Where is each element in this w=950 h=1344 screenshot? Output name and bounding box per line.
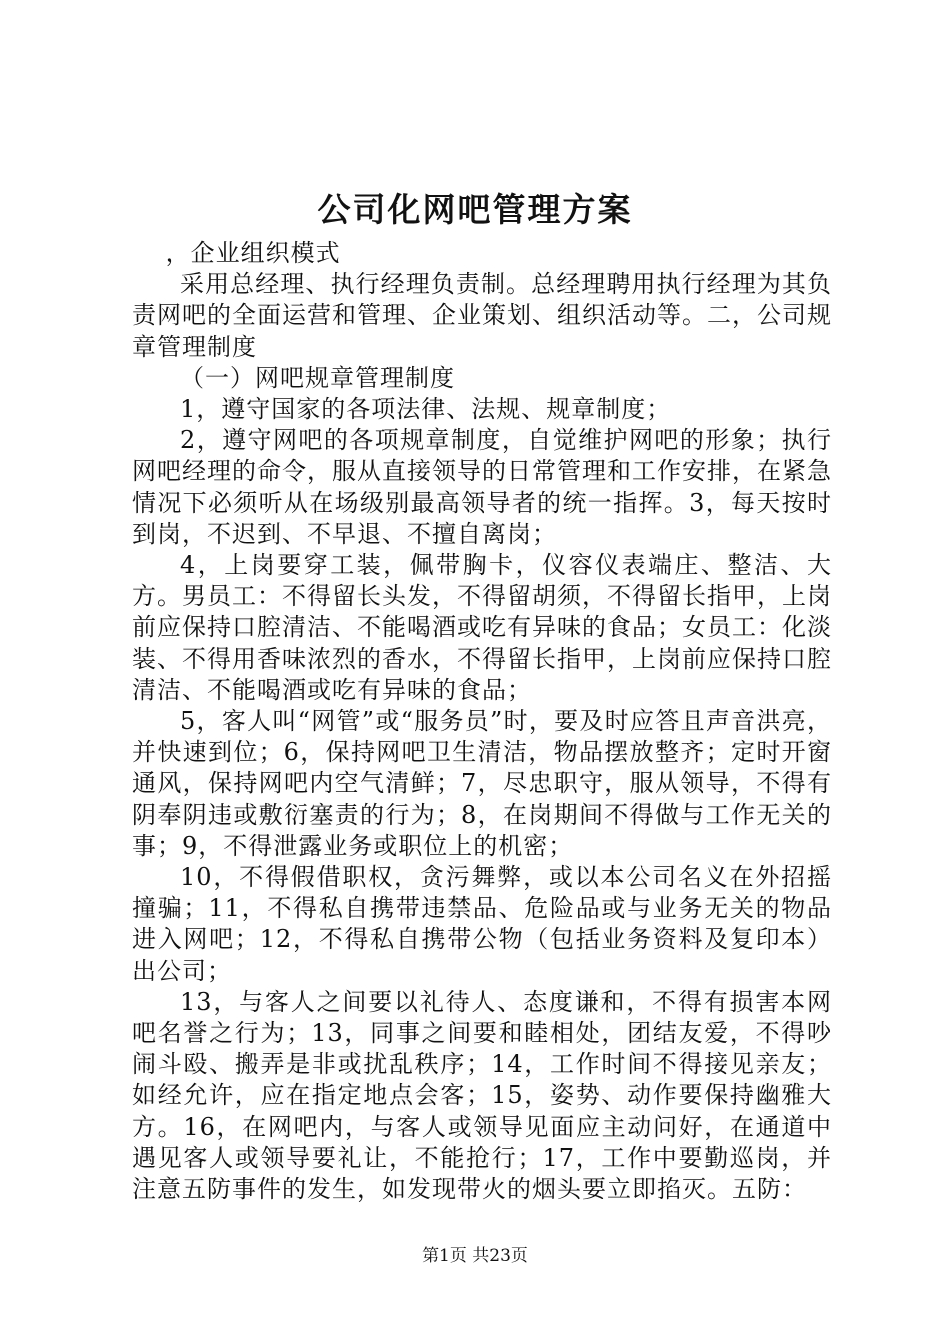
paragraph-manager-system: 采用总经理、执行经理负责制。总经理聘用执行经理为其负责网吧的全面运营和管理、企业策划、组织活动等。二，公司规章管理制度 (132, 270, 832, 361)
paragraph-rule-10-12: 10，不得假借职权，贪污舞弊，或以本公司名义在外招摇撞骗；11，不得私自携带违禁品、危险品或与业务无关的物品进入网吧；12，不得私自携带公物（包括业务资料及复印本）出公司； (132, 863, 832, 985)
paragraph-rule-4: 4，上岗要穿工装，佩带胸卡，仪容仪表端庄、整洁、大方。男员工：不得留长头发，不得留胡须，不得留长指甲，上岗前应保持口腔清洁、不能喝酒或吃有异味的食品；女员工：化淡装、不得用香味浓烈的香水，不得留长指甲，上岗前应保持口腔清洁、不能喝酒或吃有异味的食品； (132, 551, 832, 704)
document-title: 公司化网吧管理方案 (317, 190, 633, 229)
paragraph-org-model: ，企业组织模式 (165, 239, 341, 267)
paragraph-section-heading: （一）网吧规章管理制度 (180, 363, 455, 392)
page-footer: 第1页 共23页 (422, 1246, 528, 1266)
paragraph-rule-13-17: 13，与客人之间要以礼待人、态度谦和，不得有损害本网吧名誉之行为；13，同事之间要和睦相处，团结友爱，不得吵闹斗殴、搬弄是非或扰乱秩序；14，工作时间不得接见亲友；如经允许，应在指定地点会客；15，姿势、动作要保持幽雅大方。16，在网吧内，与客人或领导见面应主动问好，在通道中遇见客人或领导要礼让，不能抢行；17，工作中要勤巡岗，并注意五防事件的发生，如发现带火的烟头要立即掐灭。五防： (132, 987, 832, 1204)
paragraph-rule-2-3: 2，遵守网吧的各项规章制度，自觉维护网吧的形象；执行网吧经理的命令，服从直接领导的日常管理和工作安排，在紧急情况下必须听从在场级别最高领导者的统一指挥。3，每天按时到岗，不迟到、不早退、不擅自离岗； (132, 426, 832, 548)
document-body (132, 238, 832, 1205)
paragraph-rule-1: 1，遵守国家的各项法律、法规、规章制度； (180, 395, 672, 424)
paragraph-rule-5-9: 5，客人叫“网管”或“服务员”时，要及时应答且声音洪亮，并快速到位；6，保持网吧卫生清洁，物品摆放整齐；定时开窗通风，保持网吧内空气清鲜；7，尽忠职守，服从领导，不得有阴奉阴违或敷衍塞责的行为；8，在岗期间不得做与工作无关的事；9，不得泄露业务或职位上的机密； (132, 707, 832, 860)
